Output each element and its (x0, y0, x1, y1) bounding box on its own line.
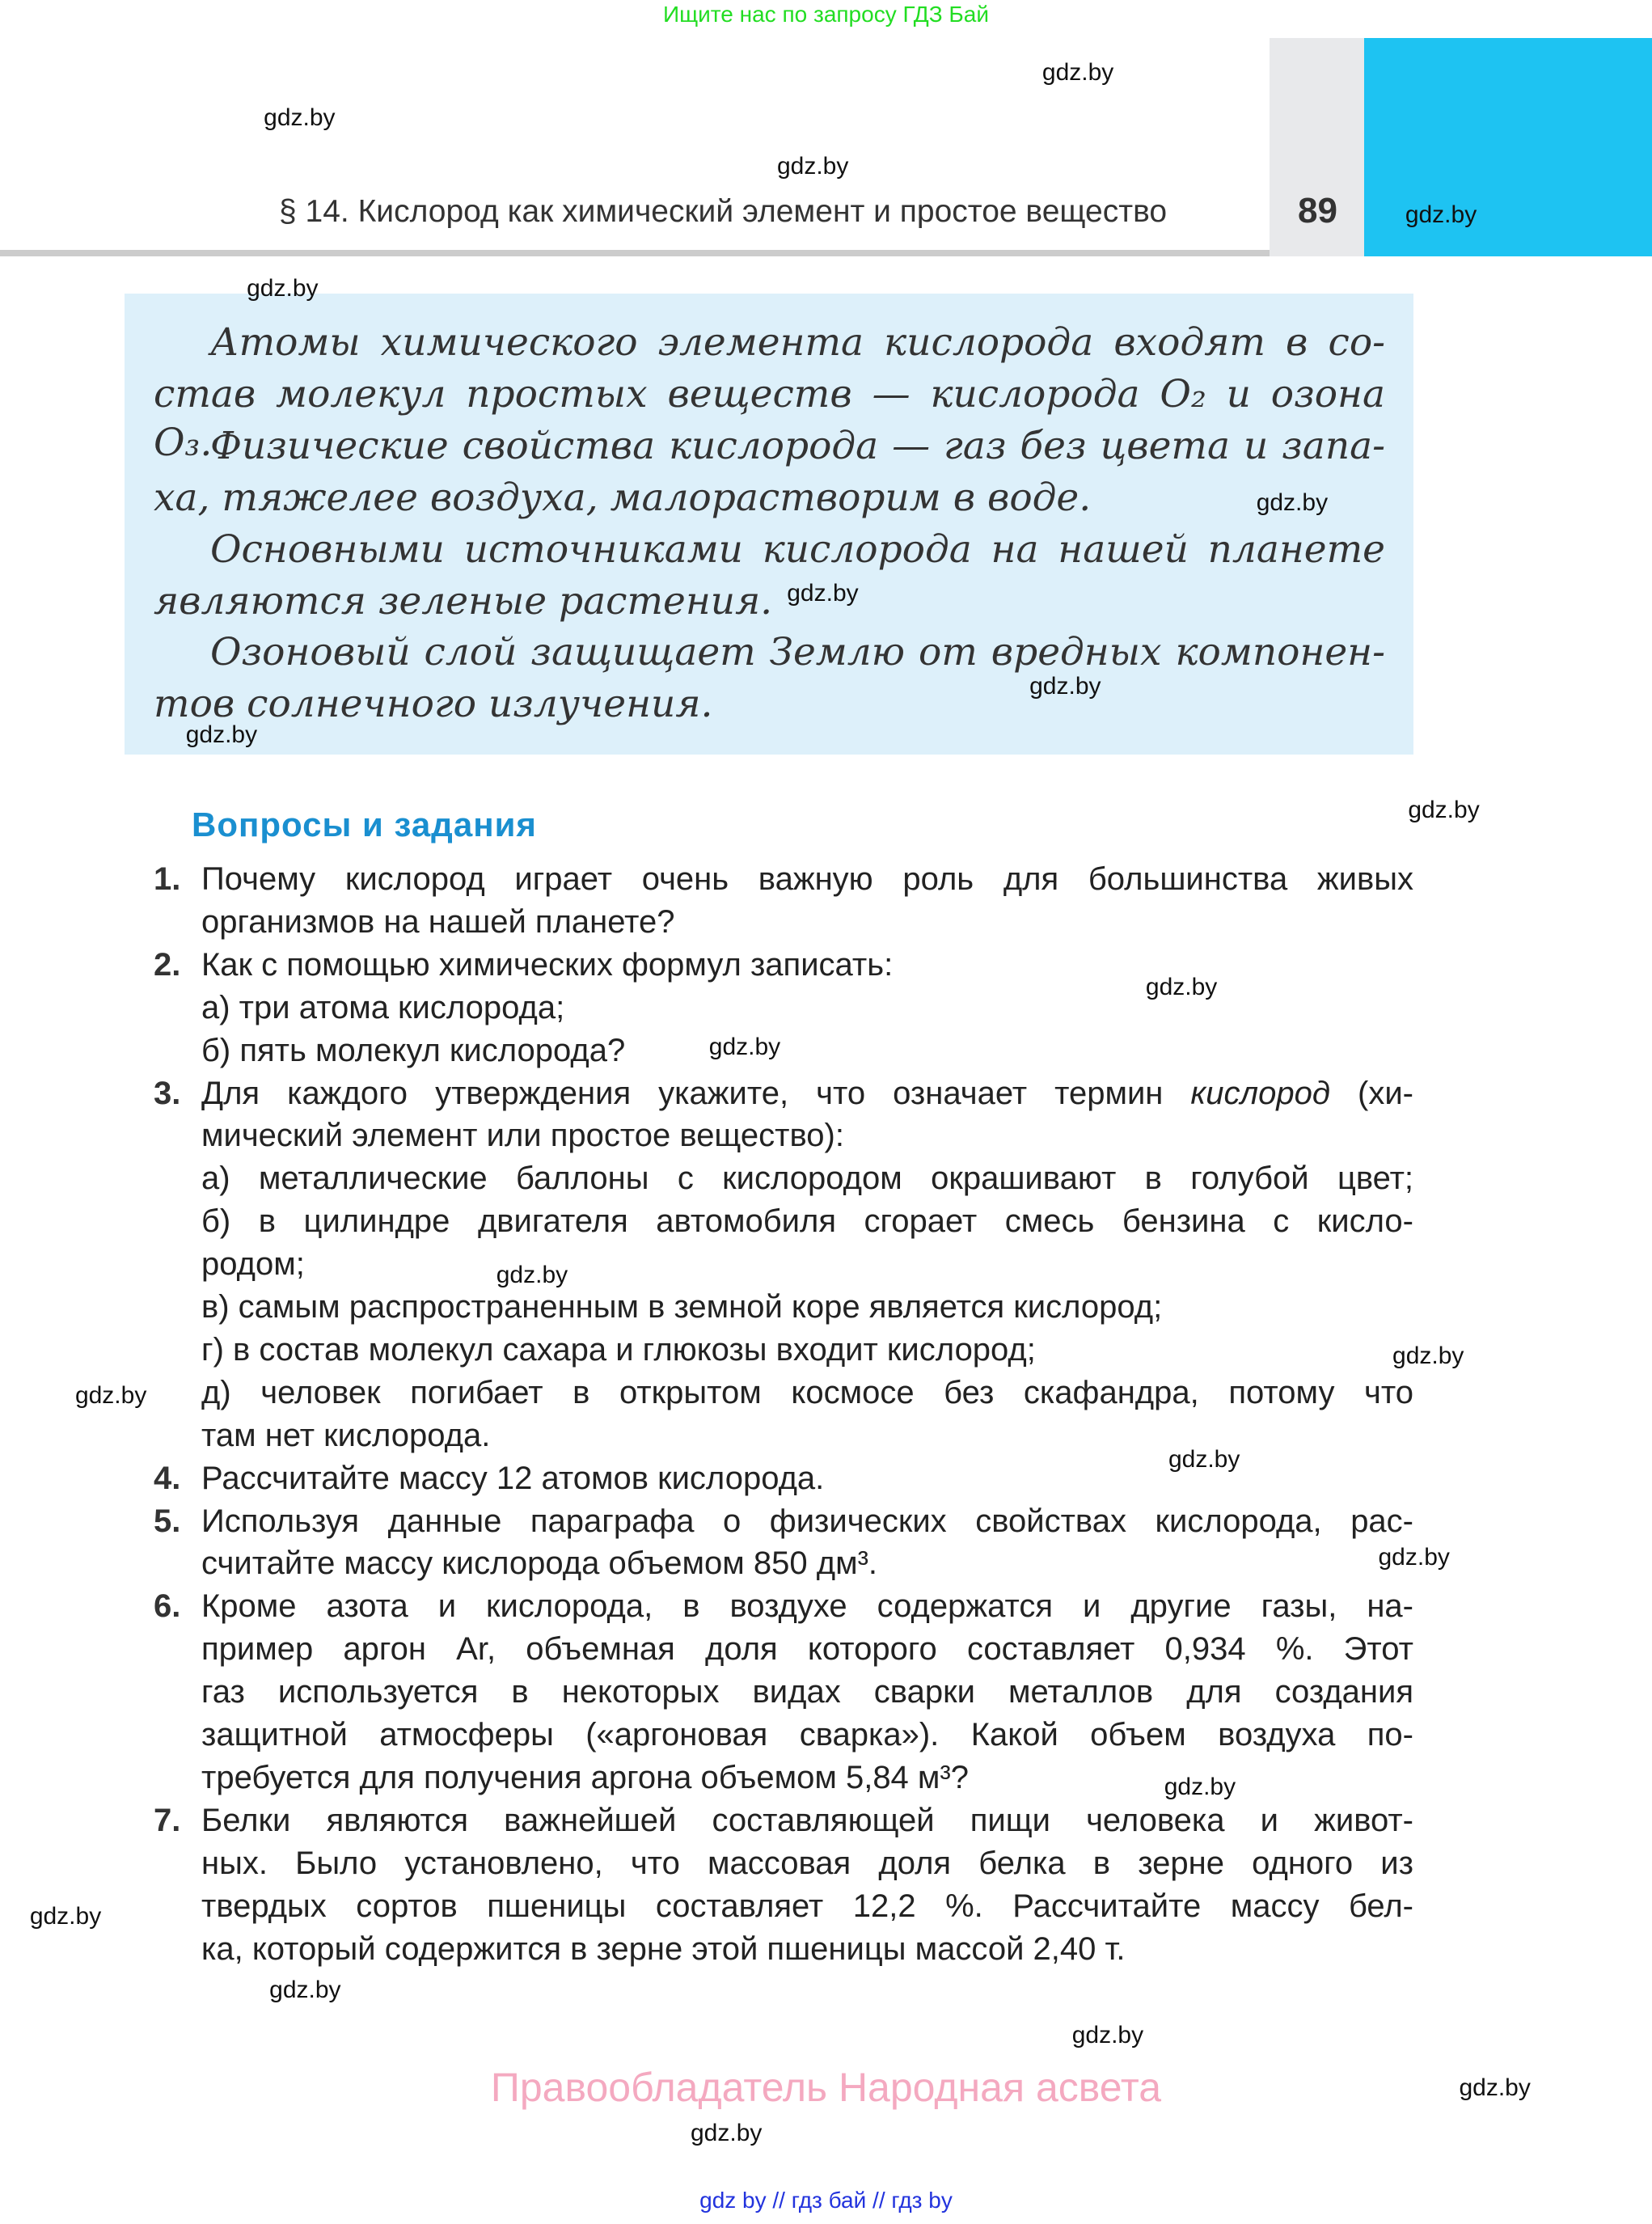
question-line (201, 1287, 1413, 1327)
watermark: gdz.by (264, 104, 336, 132)
question-line (201, 1501, 1413, 1541)
question-number: 1. (154, 861, 181, 897)
summary-line: Атомы химического элемента кислорода входят в со- (210, 320, 1385, 365)
watermark: gdz.by (185, 721, 258, 749)
watermark: gdz.by (1392, 1342, 1464, 1370)
question-text: д) человек погибает в открытом космосе без скафандра, потому что (201, 1374, 1413, 1410)
question-number: 2. (154, 946, 181, 983)
question-line (201, 1201, 1413, 1241)
question-line (201, 1843, 1413, 1884)
question-text: газ используется в некоторых видах сварки металлов для создания (201, 1674, 1413, 1710)
summary-line: став молекул простых веществ — кислорода O₂ и озона O₃. (154, 371, 1385, 465)
question-number: 4. (154, 1460, 181, 1496)
question-text: твердых сортов пшеницы составляет 12,2 %. Рассчитайте массу бел- (201, 1888, 1413, 1924)
summary-line: тов солнечного излучения. (154, 682, 713, 727)
watermark: gdz.by (1041, 59, 1114, 87)
question-line (201, 1030, 1413, 1071)
summary-line: Основными источниками кислорода на нашей планете (210, 526, 1385, 572)
question-text: Кроме азота и кислорода, в воздухе содержатся и другие газы, на- (201, 1588, 1413, 1625)
watermark: gdz.by (776, 152, 849, 180)
question-line (201, 945, 1413, 985)
watermark: gdz.by (1071, 2022, 1144, 2049)
question-line (201, 1543, 1413, 1583)
question-text: а) три атома кислорода; (201, 989, 565, 1025)
question-line (201, 1158, 1413, 1199)
question-line (201, 1886, 1413, 1926)
watermark: gdz.by (1164, 1774, 1236, 1801)
bottom-links[interactable]: gdz by // гдз бай // гдз by (699, 2188, 953, 2213)
question-line (201, 859, 1413, 899)
question-text: Используя данные параграфа о физических свойствах кислорода, рас- (201, 1503, 1413, 1539)
watermark: gdz.by (1145, 974, 1218, 1001)
italic-term: кислород (1190, 1075, 1330, 1111)
watermark: gdz.by (691, 2120, 763, 2147)
question-text: родом; (201, 1246, 305, 1283)
watermark: gdz.by (1378, 1544, 1450, 1571)
question-line (201, 1672, 1413, 1712)
question-text: пример аргон Ar, объемная доля которого составляет 0,934 %. Этот (201, 1631, 1413, 1668)
watermark: gdz.by (1459, 2074, 1531, 2102)
question-text: а) металлические баллоны с кислородом окрашивают в голубой цвет; (201, 1161, 1413, 1197)
watermark: gdz.by (74, 1382, 147, 1410)
watermark: gdz.by (787, 579, 859, 607)
question-text: б) в цилиндре двигателя автомобиля сгорает смесь бензина с кисло- (201, 1203, 1413, 1240)
watermark: gdz.by (1405, 201, 1477, 228)
question-text: защитной атмосферы («аргоновая сварка»). Какой объем воздуха по- (201, 1717, 1413, 1753)
question-text: (хи- (1329, 1075, 1413, 1111)
page-number: 89 (1298, 191, 1337, 230)
question-text: Почему кислород играет очень важную роль для большинства живых (201, 861, 1413, 897)
summary-line: являются зеленые растения. (154, 578, 773, 624)
question-line (201, 1244, 1413, 1284)
question-text: мический элемент или простое вещество): (201, 1118, 844, 1154)
question-text: Рассчитайте массу 12 атомов кислорода. (201, 1460, 825, 1496)
question-line (201, 1073, 1413, 1114)
watermark: gdz.by (708, 1033, 781, 1060)
summary-line: Озоновый слой защищает Землю от вредных компонен- (210, 630, 1385, 675)
copyright-notice: Правообладатель Народная асвета (490, 2065, 1162, 2110)
question-text: в) самым распространенным в земной коре является кислород; (201, 1289, 1163, 1325)
question-line (201, 1330, 1413, 1370)
watermark: gdz.by (1256, 488, 1329, 516)
summary-line: ха, тяжелее воздуха, малорастворим в воде. (154, 475, 1092, 520)
question-line (201, 1115, 1413, 1156)
watermark: gdz.by (269, 1977, 341, 2004)
watermark: gdz.by (496, 1262, 568, 1289)
question-line (201, 902, 1413, 942)
question-line (201, 1372, 1413, 1413)
question-number: 3. (154, 1075, 181, 1111)
question-text: б) пять молекул кислорода? (201, 1032, 626, 1068)
question-text: Как с помощью химических формул записать: (201, 946, 894, 983)
watermark: gdz.by (1029, 673, 1101, 700)
question-text: организмов на нашей планете? (201, 903, 675, 940)
question-text: г) в состав молекул сахара и глюкозы входит кислород; (201, 1331, 1036, 1368)
question-text: считайте массу кислорода объемом 850 дм³. (201, 1545, 878, 1582)
section-title: § 14. Кислород как химический элемент и простое вещество (279, 194, 1168, 229)
question-text: ных. Было установлено, что массовая доля белка в зерне одного из (201, 1845, 1413, 1881)
header-divider (0, 250, 1270, 256)
watermark: gdz.by (29, 1902, 102, 1930)
question-number: 6. (154, 1588, 181, 1625)
question-text: Для каждого утверждения укажите, что означает термин (201, 1075, 1191, 1111)
questions-heading: Вопросы и задания (192, 805, 537, 844)
question-text: Белки являются важнейшей составляющей пищи человека и живот- (201, 1802, 1413, 1838)
question-number: 5. (154, 1503, 181, 1539)
question-line (201, 1800, 1413, 1841)
top-search-note: Ищите нас по запросу ГДЗ Бай (662, 2, 990, 27)
question-text: там нет кислорода. (201, 1417, 491, 1453)
question-line (201, 987, 1413, 1028)
watermark: gdz.by (247, 274, 319, 302)
question-line (201, 1929, 1413, 1969)
watermark: gdz.by (1408, 797, 1480, 824)
question-text: требуется для получения аргона объемом 5,84 м³? (201, 1759, 969, 1795)
summary-line: Физические свойства кислорода — газ без цвета и запа- (210, 423, 1385, 468)
watermark: gdz.by (1168, 1446, 1240, 1474)
question-line (201, 1715, 1413, 1755)
question-line (201, 1586, 1413, 1626)
question-number: 7. (154, 1802, 181, 1838)
question-line (201, 1629, 1413, 1669)
question-text: ка, который содержится в зерне этой пшеницы массой 2,40 т. (201, 1930, 1126, 1967)
